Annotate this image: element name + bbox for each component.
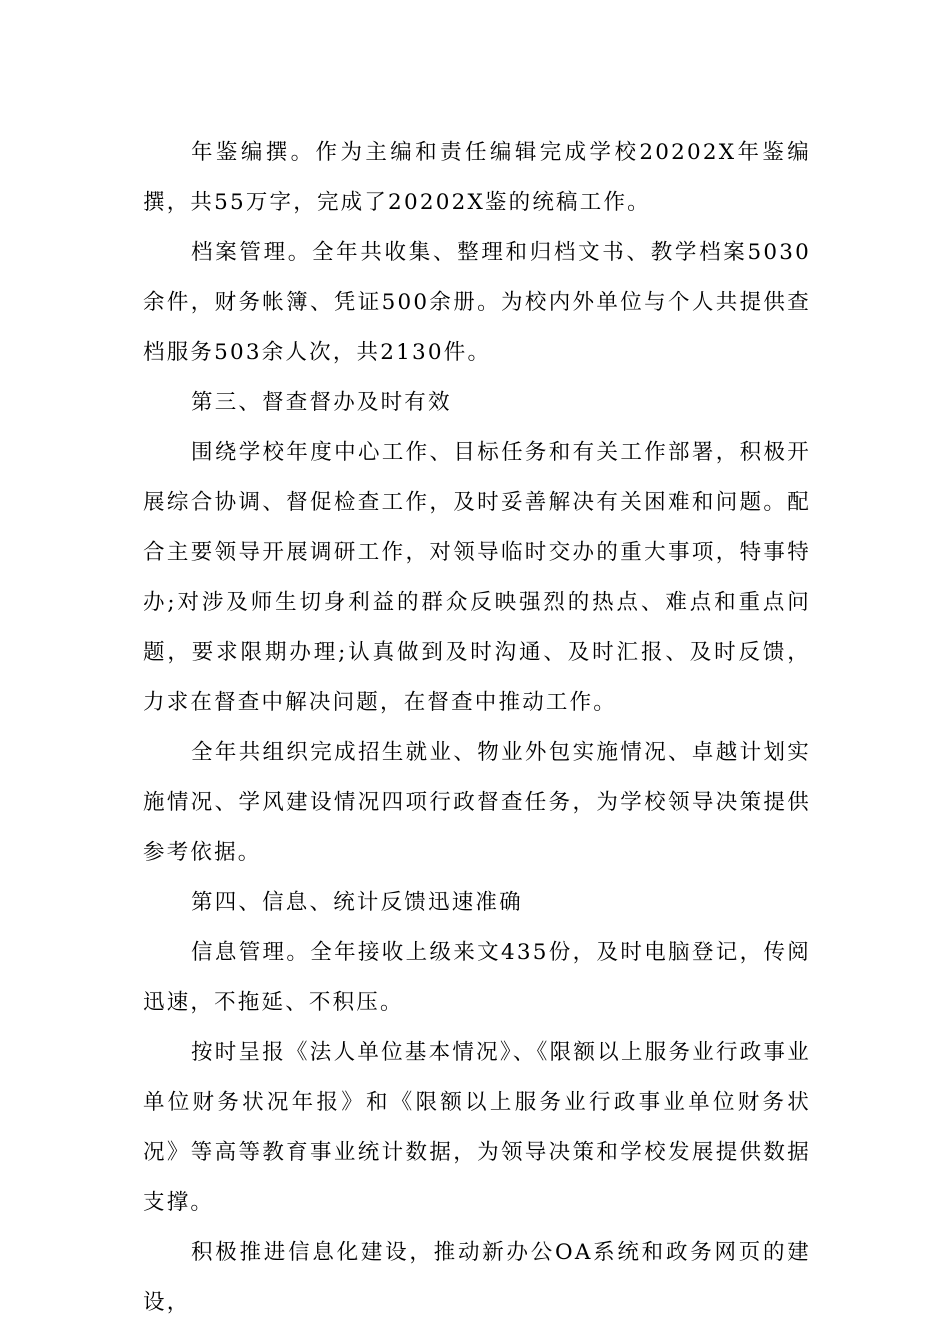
paragraph-information-management: 信息管理。全年接收上级来文435份，及时电脑登记，传阅迅速，不拖延、不积压。	[143, 940, 811, 1015]
paragraph-archives: 档案管理。全年共收集、整理和归档文书、教学档案5030余件，财务帐簿、凭证500余册。为校内外单位与个人共提供查档服务503余人次，共2130件。	[143, 240, 811, 365]
paragraph-statistics-reports: 按时呈报《法人单位基本情况》、《限额以上服务业行政事业单位财务状况年报》和《限额以上服务业行政事业单位财务状况》等高等教育事业统计数据，为领导决策和学校发展提供数据支撑。	[143, 1040, 811, 1215]
document-body	[143, 128, 811, 1328]
section-heading-information: 第四、信息、统计反馈迅速准确	[191, 890, 523, 915]
paragraph-yearbook: 年鉴编撰。作为主编和责任编辑完成学校20202X年鉴编撰，共55万字，完成了20202X鉴的统稿工作。	[143, 140, 811, 215]
paragraph-supervision-work: 围绕学校年度中心工作、目标任务和有关工作部署，积极开展综合协调、督促检查工作，及时妥善解决有关困难和问题。配合主要领导开展调研工作，对领导临时交办的重大事项，特事特办;对涉及师生切身利益的群众反映强烈的热点、难点和重点问题，要求限期办理;认真做到及时沟通、及时汇报、及时反馈，力求在督查中解决问题，在督查中推动工作。	[143, 440, 811, 715]
section-heading-supervision: 第三、督查督办及时有效	[191, 390, 452, 415]
paragraph-informatization: 积极推进信息化建设，推动新办公OA系统和政务网页的建设，	[143, 1240, 811, 1315]
paragraph-supervision-tasks: 全年共组织完成招生就业、物业外包实施情况、卓越计划实施情况、学风建设情况四项行政督查任务，为学校领导决策提供参考依据。	[143, 740, 811, 865]
